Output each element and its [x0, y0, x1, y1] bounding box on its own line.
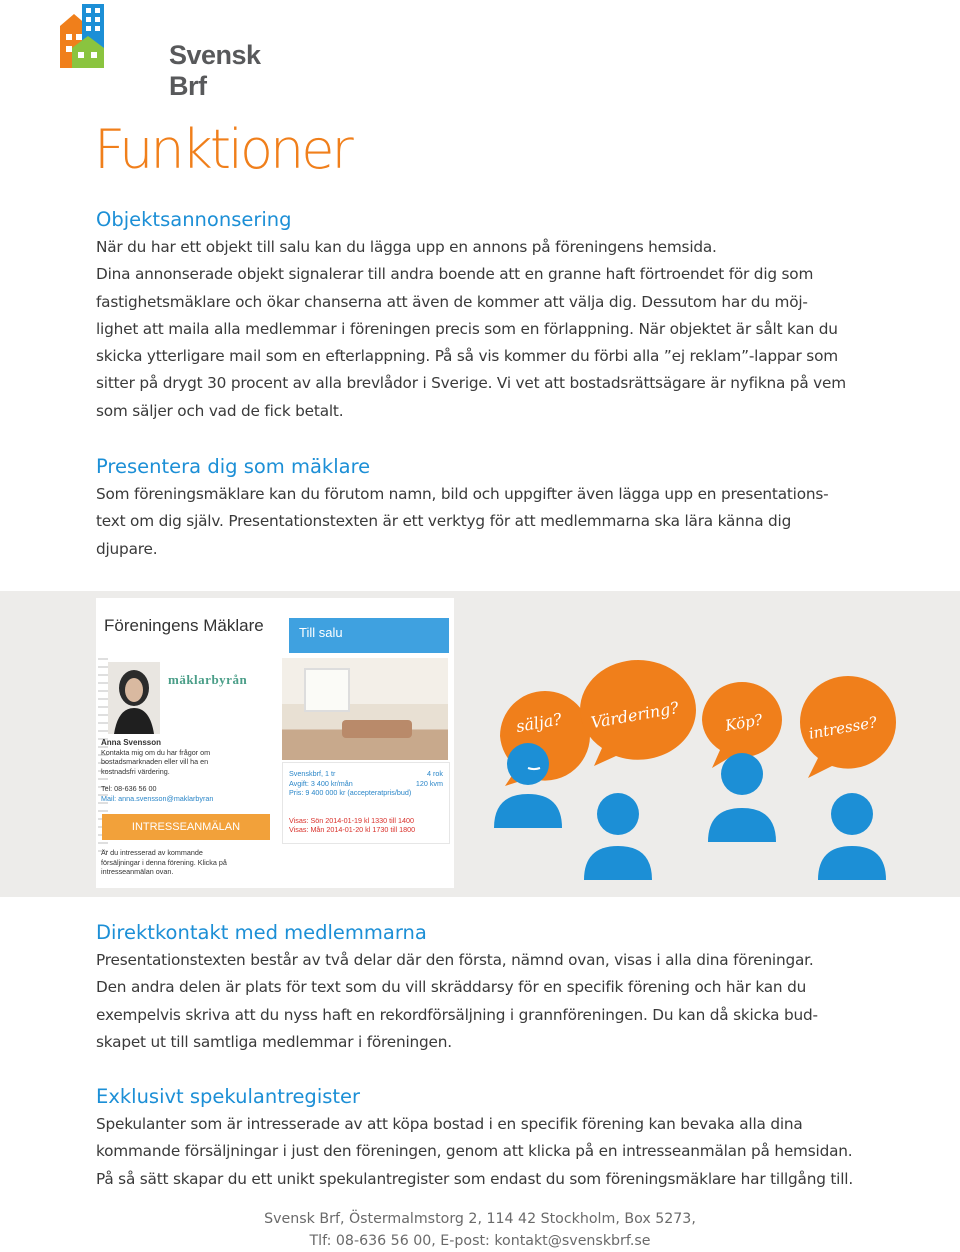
section-spekulantregister: [96, 1083, 876, 1193]
bubble-text: intresse?: [807, 713, 879, 743]
listing-row: [283, 779, 449, 789]
members-illustration: [480, 598, 900, 888]
note-line: Är du intresserad av kommande: [101, 848, 203, 857]
section-line: exempelvis skriva att du nyss haft en rekordförsäljning i grannföreningen. Du kan då skicka bud-: [96, 1005, 818, 1024]
apartment-photo: [282, 658, 448, 760]
section-line: kommande försäljningar i just den föreningen, genom att klicka på en intresseanmälan på hemsidan.: [96, 1142, 853, 1161]
speech-bubble: [800, 676, 896, 778]
listing-fee: Avgift: 3 400 kr/mån: [289, 778, 353, 788]
agent-text: kostnadsfri värdering.: [101, 766, 170, 776]
listing-info: [282, 762, 450, 844]
section-line: Den andra delen är plats för text som du vill skräddarsy för en specifik förening och här kan du: [96, 978, 807, 997]
listing-price: Pris: 9 400 000 kr (accepteratpris/bud): [289, 788, 412, 797]
agent-text: Kontakta mig om du har frågor om: [101, 747, 211, 757]
bubble-text: Köp?: [723, 710, 764, 735]
person-icon: [584, 793, 652, 880]
page-footer: [0, 1208, 960, 1252]
section-line: Som föreningsmäklare kan du förutom namn, bild och uppgifter även lägga upp en presentations-: [96, 485, 829, 503]
agent-email[interactable]: Mail: anna.svensson@maklarbyran: [101, 793, 214, 803]
agency-logo: mäklarbyrån: [168, 672, 248, 687]
section-presentera: [96, 453, 876, 563]
section-heading: Exklusivt spekulantregister: [96, 1085, 361, 1108]
brand-logo[interactable]: [58, 4, 278, 101]
listing-viewing: Visas: Mån 2014-01-20 kl 1730 till 1800: [289, 825, 416, 834]
bubble-text: Värdering?: [589, 698, 681, 733]
footer-contact: Tlf: 08-636 56 00, E-post: kontakt@svenskbrf.se: [309, 1233, 651, 1249]
section-line: som säljer och vad de fick betalt.: [96, 401, 344, 420]
houses-icon: [58, 4, 118, 68]
footer-address: Svensk Brf, Östermalmstorg 2, 114 42 Stockholm, Box 5273,: [264, 1211, 696, 1227]
agent-phone: Tel: 08-636 56 00: [101, 784, 157, 793]
section-line: fastighetsmäklare och ökar chanserna att även de kommer att välja dig. Dessutom har du möj-: [96, 292, 808, 311]
brand-name: Svensk Brf: [169, 40, 261, 101]
section-line: På så sätt skapar du ett unikt spekulantregister som endast du som föreningsmäklare har tillgång till.: [96, 1169, 853, 1188]
website-screenshot: [96, 598, 454, 888]
interest-note: [101, 848, 271, 877]
person-icon: [818, 793, 886, 880]
room-sofa: [342, 720, 412, 738]
listing-area: 120 kvm: [415, 778, 443, 788]
section-line: skicka ytterligare mail som en efterlappning. På så vis kommer du förbi alla ”ej reklam”-lappar som: [96, 347, 838, 366]
room-window: [304, 668, 350, 712]
section-objektsannonsering: [96, 206, 876, 425]
listing-row: [283, 769, 449, 779]
section-line: djupare.: [96, 539, 158, 558]
section-line: skapet ut till samtliga medlemmar i föreningen.: [96, 1032, 452, 1051]
section-line: När du har ett objekt till salu kan du lägga upp en annons på föreningens hemsida.: [96, 238, 717, 256]
section-line: Spekulanter som är intresserade av att köpa bostad i en specifik förening kan bevaka alla dina: [96, 1115, 803, 1133]
agent-text: bostadsmarknaden eller vill ha en: [101, 757, 209, 766]
agent-contact: [101, 738, 271, 803]
person-icon: [708, 753, 776, 842]
listing-viewing: Visas: Sön 2014-01-19 kl 1330 till 1400: [289, 815, 414, 825]
section-line: lighet att maila alla medlemmar i föreningen precis som en förlappning. När objektet är sålt kan du: [96, 319, 838, 338]
listing-address: Svenskbrf, 1 tr: [289, 769, 336, 778]
section-line: text om dig själv. Presentationstexten är ett verktyg för att medlemmarna ska lära känna dig: [96, 512, 792, 531]
section-line: Presentationstexten består av två delar där den första, nämnd ovan, visas i alla dina föreningar.: [96, 951, 814, 969]
screenshot-header: Föreningens Mäklare: [104, 616, 264, 635]
tab-till-salu[interactable]: Till salu: [289, 618, 449, 653]
section-heading: Direktkontakt med medlemmarna: [96, 921, 427, 944]
agent-name: Anna Svensson: [101, 738, 162, 747]
section-line: Dina annonserade objekt signalerar till andra boende att en granne haft förtroendet för dig som: [96, 265, 814, 284]
interest-button[interactable]: INTRESSEANMÄLAN: [102, 814, 270, 840]
section-line: sitter på drygt 30 procent av alla brevlådor i Sverige. Vi vet att bostadsrättsägare är nyfikna på vem: [96, 374, 846, 393]
speech-bubble: [580, 660, 696, 766]
bubble-text: sälja?: [514, 709, 564, 737]
section-heading: Presentera dig som mäklare: [96, 455, 371, 478]
agent-photo: [108, 662, 160, 734]
section-direktkontakt: [96, 919, 876, 1056]
listing-rooms: 4 rok: [427, 769, 443, 778]
note-line: intresseanmälan ovan.: [101, 867, 174, 876]
section-heading: Objektsannonsering: [96, 208, 292, 231]
note-line: försäljningar i denna förening. Klicka på: [101, 857, 227, 867]
page-title: Funktioner: [94, 118, 351, 181]
